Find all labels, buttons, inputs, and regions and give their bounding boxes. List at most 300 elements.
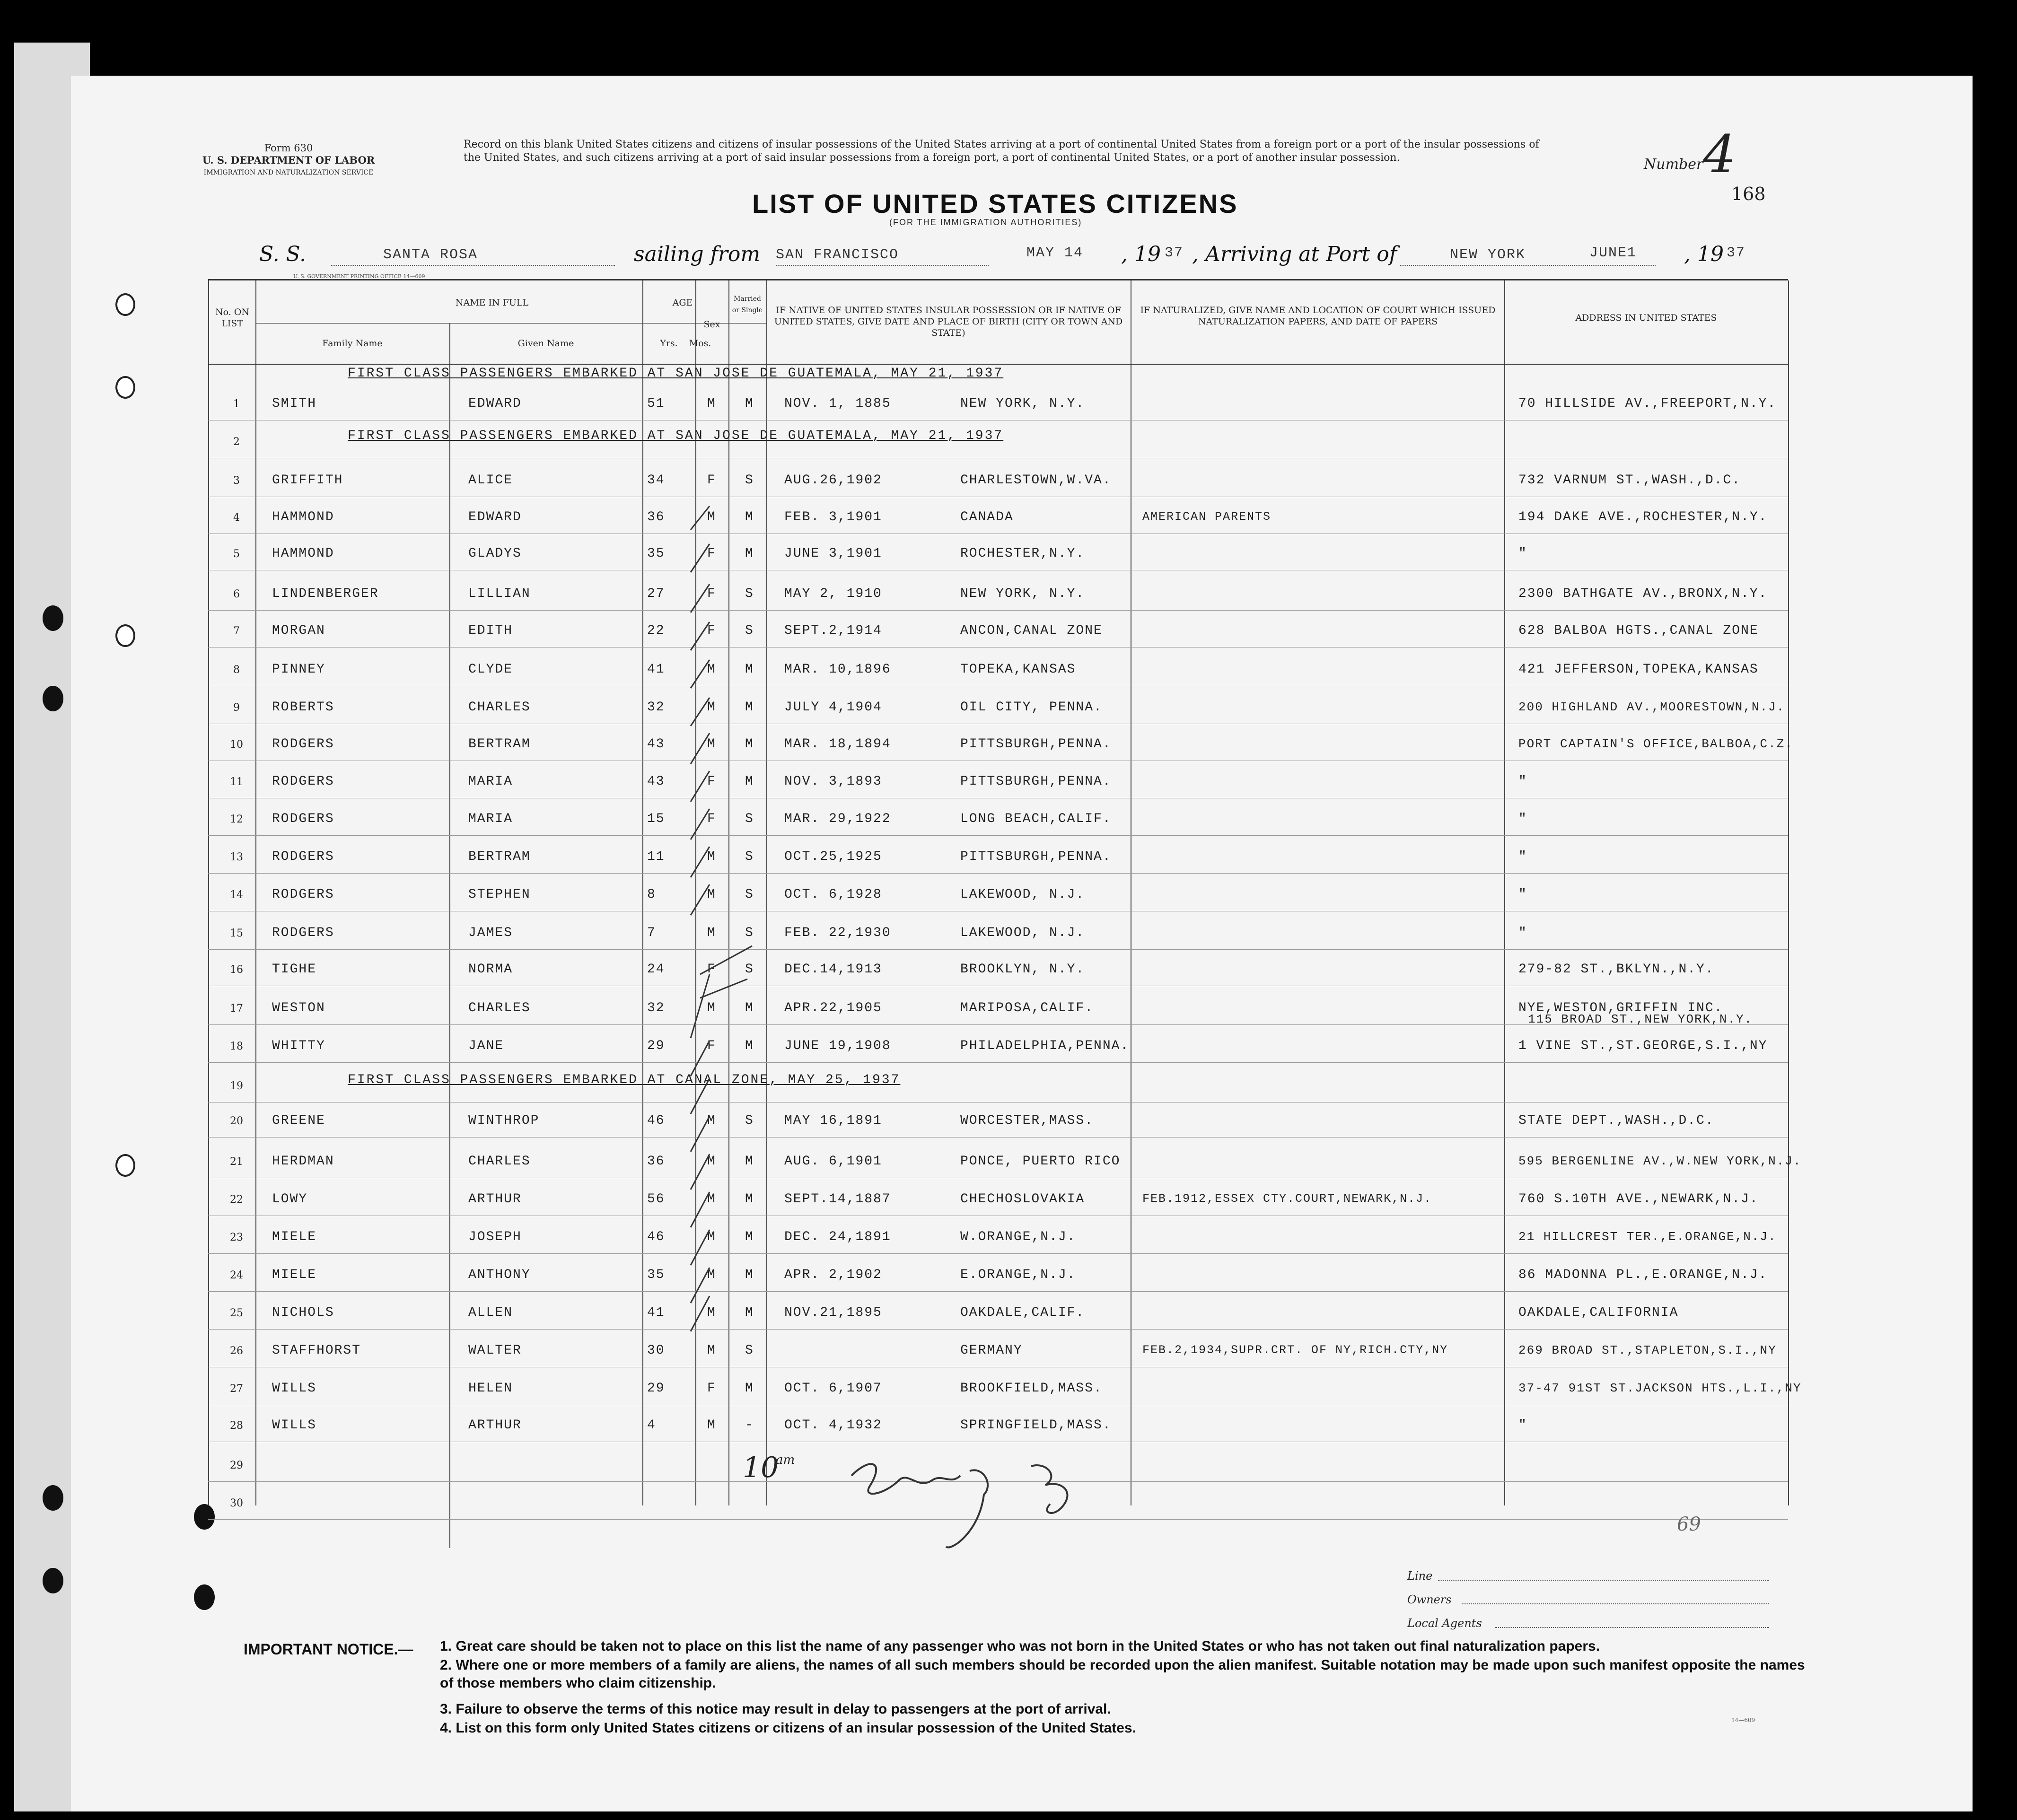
line-number: 26	[230, 1345, 243, 1357]
cell-sex: M	[707, 849, 716, 864]
cell-ms: M	[745, 1305, 754, 1320]
cell-sex: F	[707, 623, 716, 638]
cell-ms: M	[745, 1039, 754, 1053]
cell-sex: M	[707, 737, 716, 752]
cell-dob: MAR. 18,1894	[784, 737, 891, 752]
cell-place: PITTSBURGH,PENNA.	[960, 849, 1112, 864]
col-header-name: NAME IN FULL	[455, 298, 529, 308]
section-heading: FIRST CLASS PASSENGERS EMBARKED AT CANAL ZONE, MAY 25, 1937	[348, 1073, 901, 1087]
cell-given: BERTRAM	[468, 737, 531, 752]
cell-family: ROBERTS	[272, 700, 334, 715]
line-blank	[1438, 1580, 1769, 1581]
cell-addr: "	[1518, 546, 1527, 561]
col-header-age: AGE	[672, 298, 693, 308]
cell-sex: F	[707, 1381, 716, 1396]
cell-family: MIELE	[272, 1230, 317, 1244]
cell-ms: M	[745, 1154, 754, 1169]
cell-age: 27	[647, 586, 665, 601]
cell-dob: NOV. 1, 1885	[784, 396, 891, 411]
line-number: 30	[230, 1497, 243, 1509]
cell-given: HELEN	[468, 1381, 513, 1396]
handwritten-am: am	[776, 1453, 795, 1467]
line-number: 8	[233, 664, 240, 676]
arrival-port: NEW YORK	[1450, 247, 1526, 263]
form-number: Form 630	[264, 142, 313, 154]
cell-place: PITTSBURGH,PENNA.	[960, 774, 1112, 789]
cell-dob: JUNE 19,1908	[784, 1039, 891, 1053]
page-title: LIST OF UNITED STATES CITIZENS	[752, 189, 1238, 219]
cell-dob: MAY 16,1891	[784, 1113, 882, 1128]
cell-given: STEPHEN	[468, 887, 531, 902]
cell-ms: S	[745, 962, 754, 977]
cell-place: CHARLESTOWN,W.VA.	[960, 473, 1112, 488]
cell-sex: M	[707, 887, 716, 902]
arrival-year-prefix: , 19	[1684, 242, 1724, 266]
cell-given: GLADYS	[468, 546, 522, 561]
cell-family: RODGERS	[272, 737, 334, 752]
cell-sex: M	[707, 396, 716, 411]
binder-hole	[115, 293, 135, 316]
cell-place: CANADA	[960, 510, 1014, 525]
cell-place: NEW YORK, N.Y.	[960, 396, 1085, 411]
line-number: 2	[233, 436, 240, 448]
column-rule	[642, 280, 643, 1505]
cell-ms: M	[745, 396, 754, 411]
notice-2: 2. Where one or more members of a family are aliens, the names of all such members should be recorded upon the alien manifest. Suitable notation may be made upon such manifest opposite the names of those members who claim citizenship.	[440, 1657, 1805, 1691]
cell-addr: 70 HILLSIDE AV.,FREEPORT,N.Y.	[1518, 396, 1777, 411]
cell-family: PINNEY	[272, 662, 325, 677]
cell-place: PHILADELPHIA,PENNA.	[960, 1039, 1130, 1053]
cell-given: ARTHUR	[468, 1192, 522, 1207]
cell-addr: 421 JEFFERSON,TOPEKA,KANSAS	[1518, 662, 1759, 677]
cell-place: TOPEKA,KANSAS	[960, 662, 1076, 677]
cell-age: 46	[647, 1113, 665, 1128]
cell-given: NORMA	[468, 962, 513, 977]
notice-1: 1. Great care should be taken not to place on this list the name of any passenger who was not born in the United States or who has not taken out final naturalization papers.	[440, 1638, 1600, 1654]
cell-dob: NOV.21,1895	[784, 1305, 882, 1320]
cell-addr: PORT CAPTAIN'S OFFICE,BALBOA,C.Z.	[1518, 737, 1793, 751]
cell-dob: JULY 4,1904	[784, 700, 882, 715]
cell-age: 35	[647, 546, 665, 561]
cell-given: EDITH	[468, 623, 513, 638]
col-header-yrs: Yrs.	[660, 338, 678, 349]
cell-age: 43	[647, 737, 665, 752]
row-rule	[208, 647, 1788, 648]
cell-dob: FEB. 3,1901	[784, 510, 882, 525]
line-number: 23	[230, 1232, 243, 1243]
cell-family: NICHOLS	[272, 1305, 334, 1320]
sailing-year-prefix: , 19	[1121, 242, 1161, 266]
cell-ms: M	[745, 1268, 754, 1282]
cell-family: HAMMOND	[272, 546, 334, 561]
cell-given: WINTHROP	[468, 1113, 540, 1128]
line-number: 10	[230, 739, 243, 751]
cell-given: JAMES	[468, 926, 513, 940]
cell-sex: M	[707, 1001, 716, 1015]
cell-addr: 194 DAKE AVE.,ROCHESTER,N.Y.	[1518, 510, 1768, 525]
cell-ms: M	[745, 510, 754, 525]
cell-given: EDWARD	[468, 510, 522, 525]
cell-addr: NYE,WESTON,GRIFFIN INC.	[1518, 1001, 1723, 1015]
cell-given: CHARLES	[468, 1001, 531, 1015]
cell-addr: 200 HIGHLAND AV.,MOORESTOWN,N.J.	[1518, 700, 1785, 714]
binder-hole	[115, 1154, 135, 1177]
binder-hole	[115, 376, 135, 399]
cell-addr: 269 BROAD ST.,STAPLETON,S.I.,NY	[1518, 1343, 1777, 1357]
cell-dob: DEC.14,1913	[784, 962, 882, 977]
printing-office: U. S. GOVERNMENT PRINTING OFFICE 14—609	[293, 273, 425, 280]
cell-age: 35	[647, 1268, 665, 1282]
line-number: 13	[230, 851, 243, 863]
cell-sex: F	[707, 812, 716, 826]
arriving-label: , Arriving at Port of	[1192, 242, 1397, 266]
cell-ms: M	[745, 737, 754, 752]
col-header-given: Given Name	[517, 338, 574, 349]
cell-addr: 595 BERGENLINE AV.,W.NEW YORK,N.J.	[1518, 1154, 1802, 1168]
cell-age: 43	[647, 774, 665, 789]
cell-addr: 760 S.10TH AVE.,NEWARK,N.J.	[1518, 1192, 1759, 1207]
cell-age: 22	[647, 623, 665, 638]
cell-place: PITTSBURGH,PENNA.	[960, 737, 1112, 752]
cell-ms: S	[745, 473, 754, 488]
cell-sex: M	[707, 1268, 716, 1282]
section-heading: FIRST CLASS PASSENGERS EMBARKED AT SAN JOSE DE GUATEMALA, MAY 21, 1937	[348, 366, 1004, 381]
cell-sex: M	[707, 1418, 716, 1433]
cell-age: 15	[647, 812, 665, 826]
cell-sex: M	[707, 1113, 716, 1128]
column-rule	[255, 280, 256, 1505]
cell-addr: 732 VARNUM ST.,WASH.,D.C.	[1518, 473, 1741, 488]
cell-addr: "	[1518, 812, 1527, 826]
cell-dob: SEPT.2,1914	[784, 623, 882, 638]
cell-age: 46	[647, 1230, 665, 1244]
cell-family: LINDENBERGER	[272, 586, 379, 601]
cell-place: NEW YORK, N.Y.	[960, 586, 1085, 601]
service-name: IMMIGRATION AND NATURALIZATION SERVICE	[203, 169, 374, 176]
cell-dob: DEC. 24,1891	[784, 1230, 891, 1244]
cell-addr: 86 MADONNA PL.,E.ORANGE,N.J.	[1518, 1268, 1768, 1282]
line-number: 7	[233, 625, 240, 637]
notice-3: 3. Failure to observe the terms of this notice may result in delay to passengers at the port of arrival.	[440, 1701, 1111, 1717]
cell-dob: OCT. 6,1907	[784, 1381, 882, 1396]
cell-ms: S	[745, 623, 754, 638]
cell-age: 41	[647, 662, 665, 677]
cell-age: 34	[647, 473, 665, 488]
cell-place: OAKDALE,CALIF.	[960, 1305, 1085, 1320]
department-name: U. S. DEPARTMENT OF LABOR	[202, 154, 375, 166]
cell-given: MARIA	[468, 812, 513, 826]
cell-ms: M	[745, 1381, 754, 1396]
cell-given: ALICE	[468, 473, 513, 488]
cell-family: WILLS	[272, 1418, 317, 1433]
line-number: 5	[233, 548, 240, 560]
cell-family: RODGERS	[272, 849, 334, 864]
cell-ms: S	[745, 1343, 754, 1358]
cell-family: MIELE	[272, 1268, 317, 1282]
cell-family: LOWY	[272, 1192, 308, 1207]
cell-given: MARIA	[468, 774, 513, 789]
cell-place: MARIPOSA,CALIF.	[960, 1001, 1094, 1015]
cell-sex: F	[707, 962, 716, 977]
cell-age: 29	[647, 1039, 665, 1053]
cell-ms: M	[745, 662, 754, 677]
row-rule	[208, 835, 1788, 836]
cell-place: PONCE, PUERTO RICO	[960, 1154, 1121, 1169]
col-header-naturalized: IF NATURALIZED, GIVE NAME AND LOCATION OF COURT WHICH ISSUED NATURALIZATION PAPERS, AND DATE OF PAPERS	[1140, 305, 1496, 327]
arrival-year: 37	[1727, 245, 1746, 261]
cell-ms: S	[745, 849, 754, 864]
row-rule	[208, 949, 1788, 950]
line-number: 14	[230, 889, 243, 901]
cell-given: ANTHONY	[468, 1268, 531, 1282]
section-heading: FIRST CLASS PASSENGERS EMBARKED AT SAN JOSE DE GUATEMALA, MAY 21, 1937	[348, 429, 1004, 443]
cell-ms: M	[745, 1192, 754, 1207]
column-rule	[766, 280, 767, 1505]
cell-given: CHARLES	[468, 1154, 531, 1169]
departure-underline	[776, 265, 989, 266]
notice-title: IMPORTANT NOTICE.—	[244, 1641, 413, 1658]
cell-ms: S	[745, 812, 754, 826]
binder-hole	[43, 605, 63, 631]
cell-ms: S	[745, 926, 754, 940]
cell-age: 36	[647, 1154, 665, 1169]
cell-given: CLYDE	[468, 662, 513, 677]
sailing-year: 37	[1165, 245, 1184, 261]
line-label: Line	[1407, 1569, 1433, 1583]
cell-dob: APR. 2,1902	[784, 1268, 882, 1282]
form-identity	[199, 142, 378, 179]
line-number: 17	[230, 1003, 243, 1015]
cell-sex: M	[707, 1343, 716, 1358]
binder-hole	[43, 1485, 63, 1511]
cell-place: BROOKFIELD,MASS.	[960, 1381, 1103, 1396]
col-header-no: No. ON LIST	[215, 307, 249, 329]
ship-underline	[331, 265, 615, 266]
cell-given: JOSEPH	[468, 1230, 522, 1244]
cell-ms: M	[745, 774, 754, 789]
line-number: 29	[230, 1460, 243, 1471]
cell-family: RODGERS	[272, 812, 334, 826]
cell-addr: "	[1518, 774, 1527, 789]
cell-addr: "	[1518, 849, 1527, 864]
line-number: 24	[230, 1269, 243, 1281]
cell-addr-line2: 115 BROAD ST.,NEW YORK,N.Y.	[1528, 1012, 1753, 1026]
cell-age: 7	[647, 926, 656, 940]
cell-family: GRIFFITH	[272, 473, 343, 488]
cell-sex: M	[707, 1305, 716, 1320]
check-marks	[672, 501, 757, 1447]
cell-dob: SEPT.14,1887	[784, 1192, 891, 1207]
sailing-date: MAY 14	[1026, 245, 1084, 261]
row-rule	[208, 1329, 1788, 1330]
cell-given: CHARLES	[468, 700, 531, 715]
cell-place: ANCON,CANAL ZONE	[960, 623, 1103, 638]
cell-dob: OCT. 6,1928	[784, 887, 882, 902]
row-rule	[208, 610, 1788, 611]
line-number: 15	[230, 928, 243, 939]
cell-place: OIL CITY, PENNA.	[960, 700, 1103, 715]
cell-given: LILLIAN	[468, 586, 531, 601]
line-number: 16	[230, 964, 243, 976]
header-rule	[255, 323, 766, 324]
form-instructions: Record on this blank United States citizens and citizens of insular possessions of the United States arriving at a port of continental United States from a foreign port or a port of the insular possessions of the United States, and such citizens arriving at a port of said insular possessions from a foreign port, a port of continental United States, or a port of another insular possession.	[464, 139, 1539, 164]
cell-family: RODGERS	[272, 926, 334, 940]
cell-place: WORCESTER,MASS.	[960, 1113, 1094, 1128]
cell-age: 8	[647, 887, 656, 902]
line-number: 11	[230, 776, 243, 788]
cell-place: BROOKLYN, N.Y.	[960, 962, 1085, 977]
row-rule	[208, 1137, 1788, 1138]
line-number: 4	[233, 512, 240, 524]
cell-sex: M	[707, 1230, 716, 1244]
cell-sex: F	[707, 546, 716, 561]
row-rule	[208, 1062, 1788, 1063]
cell-dob: OCT. 4,1932	[784, 1418, 882, 1433]
cell-dob: AUG.26,1902	[784, 473, 882, 488]
column-rule	[208, 280, 209, 1505]
line-number: 6	[233, 588, 240, 600]
header-rule	[208, 364, 1788, 365]
cell-age: 30	[647, 1343, 665, 1358]
cell-place: LAKEWOOD, N.J.	[960, 926, 1085, 940]
cell-place: E.ORANGE,N.J.	[960, 1268, 1076, 1282]
cell-addr: 628 BALBOA HGTS.,CANAL ZONE	[1518, 623, 1759, 638]
row-rule	[208, 1253, 1788, 1254]
cell-ms: M	[745, 546, 754, 561]
cell-sex: F	[707, 774, 716, 789]
cell-given: ALLEN	[468, 1305, 513, 1320]
inspector-signature	[842, 1447, 1107, 1561]
column-rule	[1504, 280, 1505, 1505]
cell-addr: "	[1518, 1418, 1527, 1433]
cell-nat: FEB.1912,ESSEX CTY.COURT,NEWARK,N.J.	[1142, 1192, 1432, 1206]
line-number: 22	[230, 1194, 243, 1206]
handwritten-time: 10	[743, 1451, 779, 1484]
row-rule	[208, 873, 1788, 874]
cell-sex: M	[707, 700, 716, 715]
binder-hole	[194, 1584, 215, 1610]
line-number: 9	[233, 702, 240, 714]
col-header-family: Family Name	[322, 338, 383, 349]
agents-blank	[1495, 1627, 1769, 1628]
cell-dob: MAY 2, 1910	[784, 586, 882, 601]
page-subtitle: (FOR THE IMMIGRATION AUTHORITIES)	[889, 218, 1082, 227]
col-header-sex: Sex	[703, 319, 720, 330]
owners-blank	[1462, 1603, 1769, 1604]
cell-addr: 37-47 91ST ST.JACKSON HTS.,L.I.,NY	[1518, 1381, 1802, 1395]
cell-dob: NOV. 3,1893	[784, 774, 882, 789]
cell-age: 24	[647, 962, 665, 977]
notice-4: 4. List on this form only United States citizens or citizens of an insular possession of the United States.	[440, 1720, 1136, 1736]
cell-addr: STATE DEPT.,WASH.,D.C.	[1518, 1113, 1714, 1128]
number-label: Number	[1644, 156, 1703, 173]
binder-hole	[43, 686, 63, 711]
arrival-underline	[1400, 265, 1656, 266]
departure-port: SAN FRANCISCO	[776, 247, 899, 263]
binder-hole	[43, 1568, 63, 1593]
cell-family: WILLS	[272, 1381, 317, 1396]
local-agents-label: Local Agents	[1407, 1617, 1482, 1630]
cell-addr: 21 HILLCREST TER.,E.ORANGE,N.J.	[1518, 1230, 1777, 1244]
cell-given: WALTER	[468, 1343, 522, 1358]
cell-place: ROCHESTER,N.Y.	[960, 546, 1085, 561]
cell-family: MORGAN	[272, 623, 325, 638]
cell-family: HAMMOND	[272, 510, 334, 525]
col-header-native: IF NATIVE OF UNITED STATES INSULAR POSSESSION OR IF NATIVE OF UNITED STATES, GIVE DATE AND PLACE OF BIRTH (CITY OR TOWN AND STATE)	[774, 305, 1123, 338]
line-number: 12	[230, 814, 243, 825]
binder-hole	[115, 624, 135, 647]
line-number: 1	[233, 398, 240, 410]
cell-ms: M	[745, 1230, 754, 1244]
cell-sex: M	[707, 926, 716, 940]
list-number: 4	[1703, 124, 1736, 184]
cell-given: EDWARD	[468, 396, 522, 411]
arrival-date: JUNE1	[1589, 245, 1637, 261]
page-stamp: 168	[1731, 184, 1766, 204]
cell-sex: F	[707, 1039, 716, 1053]
cell-addr: 1 VINE ST.,ST.GEORGE,S.I.,NY	[1518, 1039, 1768, 1053]
cell-family: GREENE	[272, 1113, 325, 1128]
cell-age: 41	[647, 1305, 665, 1320]
cell-given: BERTRAM	[468, 849, 531, 864]
row-rule	[208, 1291, 1788, 1292]
cell-family: RODGERS	[272, 774, 334, 789]
cell-place: LAKEWOOD, N.J.	[960, 887, 1085, 902]
cell-age: 32	[647, 1001, 665, 1015]
cell-addr: "	[1518, 887, 1527, 902]
cell-family: WHITTY	[272, 1039, 325, 1053]
cell-place: LONG BEACH,CALIF.	[960, 812, 1112, 826]
cell-ms: S	[745, 887, 754, 902]
cell-sex: F	[707, 586, 716, 601]
cell-dob: MAR. 10,1896	[784, 662, 891, 677]
cell-family: WESTON	[272, 1001, 325, 1015]
col-header-mos: Mos.	[689, 338, 711, 349]
cell-dob: APR.22,1905	[784, 1001, 882, 1015]
cell-dob: FEB. 22,1930	[784, 926, 891, 940]
cell-family: SMITH	[272, 396, 317, 411]
cell-nat: AMERICAN PARENTS	[1142, 510, 1272, 524]
cell-family: RODGERS	[272, 887, 334, 902]
cell-given: ARTHUR	[468, 1418, 522, 1433]
cell-sex: F	[707, 473, 716, 488]
line-number: 3	[233, 475, 240, 487]
sailing-from-label: sailing from	[634, 242, 761, 266]
cell-place: SPRINGFIELD,MASS.	[960, 1418, 1112, 1433]
cell-ms: S	[745, 1113, 754, 1128]
cell-place: GERMANY	[960, 1343, 1023, 1358]
cell-place: W.ORANGE,N.J.	[960, 1230, 1076, 1244]
cell-sex: M	[707, 662, 716, 677]
cell-age: 36	[647, 510, 665, 525]
ss-label: S. S.	[259, 242, 307, 266]
cell-nat: FEB.2,1934,SUPR.CRT. OF NY,RICH.CTY,NY	[1142, 1343, 1448, 1357]
col-header-address: ADDRESS IN UNITED STATES	[1575, 313, 1717, 323]
page-count: 69	[1677, 1514, 1701, 1535]
corner-code: 14—609	[1731, 1717, 1755, 1724]
cell-given: JANE	[468, 1039, 504, 1053]
ship-name: SANTA ROSA	[383, 247, 478, 263]
cell-sex: M	[707, 1154, 716, 1169]
cell-dob: MAR. 29,1922	[784, 812, 891, 826]
cell-ms: M	[745, 1001, 754, 1015]
cell-ms: S	[745, 586, 754, 601]
cell-family: HERDMAN	[272, 1154, 334, 1169]
cell-family: TIGHE	[272, 962, 317, 977]
cell-age: 51	[647, 396, 665, 411]
cell-addr: "	[1518, 926, 1527, 940]
cell-age: 32	[647, 700, 665, 715]
